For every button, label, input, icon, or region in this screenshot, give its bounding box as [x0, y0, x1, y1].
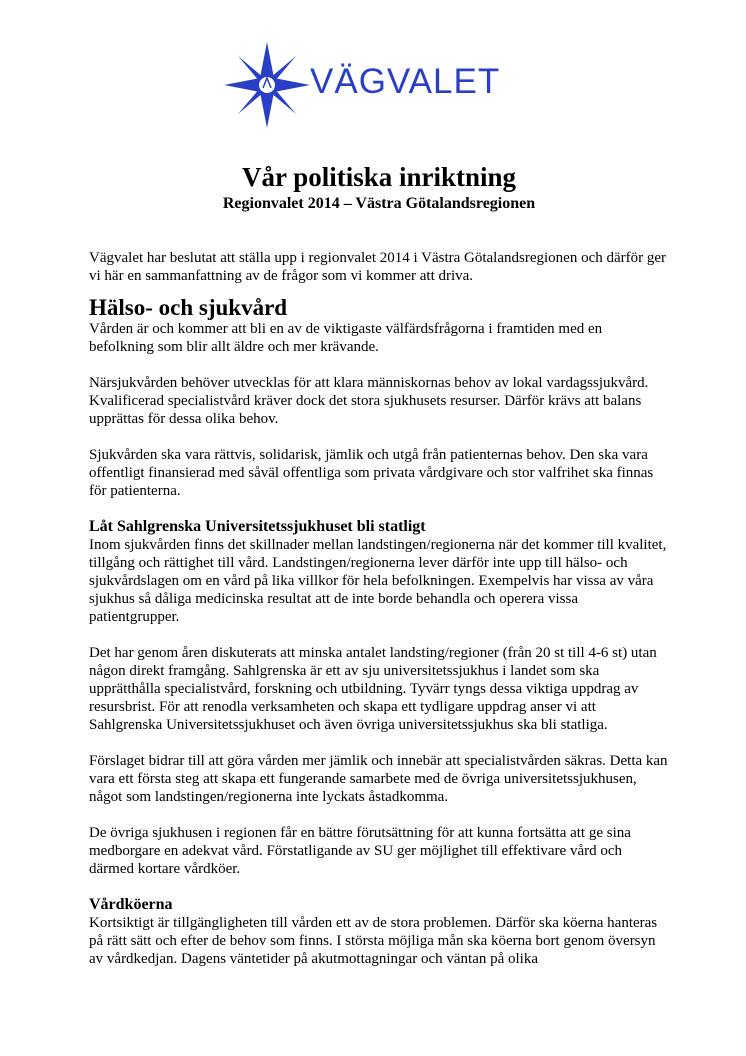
intro-paragraph: Vägvalet har beslutat att ställa upp i regionvalet 2014 i Västra Götalandsregionen och därför ger vi här en sammanfattning av de frågor som vi kommer att driva.	[89, 250, 667, 284]
page-title: Vår politiska inriktning	[241, 162, 517, 192]
paragraph: Vården är och kommer att bli en av de viktigaste välfärdsfrågorna i framtiden med en befolkning som blir allt äldre och mer krävande.	[89, 321, 603, 355]
paragraph: Sjukvården ska vara rättvis, solidarisk, jämlik och utgå från patienternas behov. Den ska vara offentligt finansierad med såväl offentliga som privata vårdgivare och stor valfrihet ska finnas för patienterna.	[89, 447, 654, 499]
paragraph: Det har genom åren diskuterats att minska antalet landsting/regioner (från 20 st till 4-6 st) utan någon direkt framgång. Sahlgrenska är ett av sju universitetssjukhus i landet som ska upprätthålla specialistvård, forskning och utbildning. Tyvärr tyngs dessa viktiga uppdrag av resursbrist. För att renodla verksamheten och skapa ett tydligare uppdrag anser vi att Sahlgrenska Universitetssjukhuset och även övriga universitetssjukhus ska bli statliga.	[89, 645, 657, 733]
paragraph: Kortsiktigt är tillgängligheten till vården ett av de stora problemen. Därför ska köerna hanteras på rätt sätt och efter de behov som finns. I största möjliga mån ska köerna bort genom översyn av vårdkedjan. Dagens väntetider på akutmottagningar och väntan på olika	[89, 915, 658, 967]
compass-star-icon	[222, 40, 312, 130]
paragraph: De övriga sjukhusen i regionen får en bättre förutsättning för att kunna fortsätta att ge sina medborgare en adekvat vård. Förstatligande av SU ger möjlighet till effektivare vård och därmed kortare vårdköer.	[89, 825, 631, 877]
logo	[222, 40, 542, 130]
subsection-heading-sahlgrenska: Låt Sahlgrenska Universitetssjukhuset bli statligt	[89, 518, 426, 535]
subsection-heading-vardkoerna: Vårdköerna	[89, 896, 173, 913]
paragraph: Närsjukvården behöver utvecklas för att klara människornas behov av lokal vardagssjukvård. Kvalificerad specialistvård kräver dock det stora sjukhusets resurser. Därför krävs att balans upprättas för dessa olika behov.	[89, 375, 649, 427]
section-heading-health: Hälso- och sjukvård	[89, 295, 288, 320]
document-body	[89, 160, 669, 968]
paragraph: Inom sjukvården finns det skillnader mellan landstingen/regionerna när det kommer till kvalitet, tillgång och rättighet till vård. Landstingen/regionerna lever därför inte upp till hälso- och sjukvårdslagen om en vård på lika villkor för hela befolkningen. Exempelvis har vissa av våra sjukhus så dåliga medicinska resultat att de inte borde behandla och operera vissa patientgrupper.	[89, 537, 667, 625]
logo-wordmark: VÄGVALET	[310, 62, 501, 101]
paragraph: Förslaget bidrar till att göra vården mer jämlik och innebär att specialistvården säkras. Detta kan vara ett första steg att skapa ett fungerande samarbete med de övriga universitetssjukhusen, något som landstingen/regionerna inte lyckats åstadkomma.	[89, 753, 668, 805]
page-subtitle: Regionvalet 2014 – Västra Götalandsregionen	[222, 195, 536, 212]
